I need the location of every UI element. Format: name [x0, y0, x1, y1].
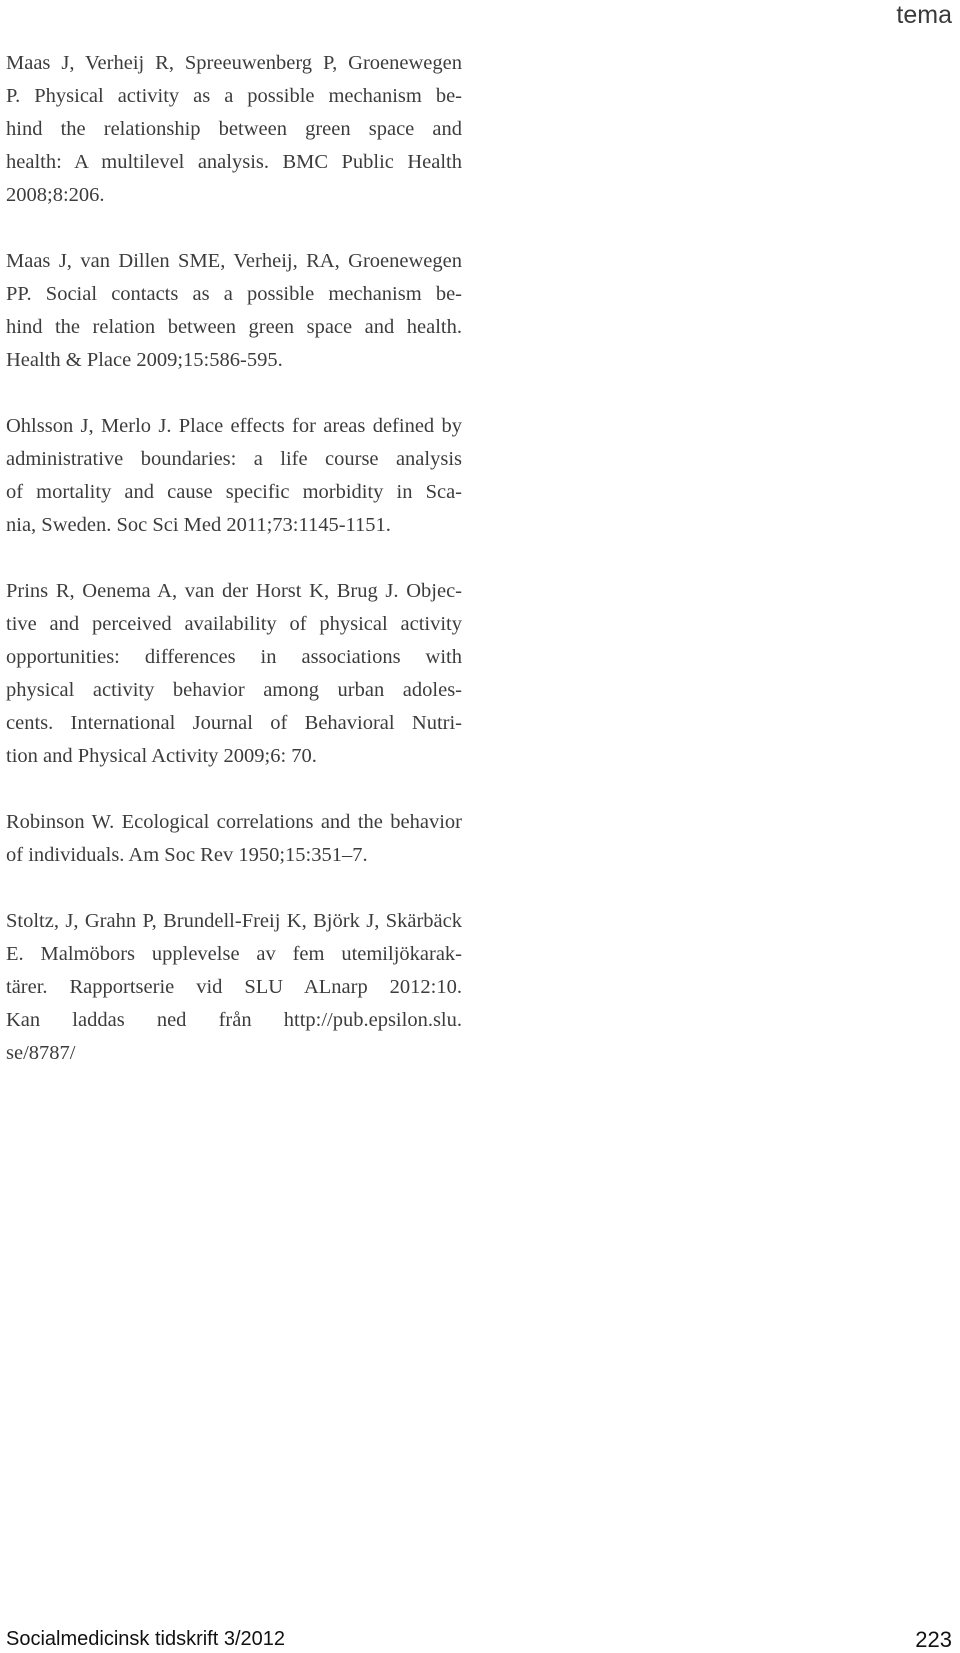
reference-line: physical activity behavior among urban adoles-	[6, 679, 462, 701]
reference-line: hind the relationship between green space and	[6, 118, 462, 140]
reference-item	[6, 806, 462, 872]
reference-line: PP. Social contacts as a possible mechanism be-	[6, 283, 462, 305]
reference-line: Maas J, van Dillen SME, Verheij, RA, Groenewegen	[6, 250, 462, 272]
reference-line: 2008;8:206.	[6, 184, 105, 206]
reference-line: of mortality and cause specific morbidity in Sca-	[6, 481, 462, 503]
reference-line: of individuals. Am Soc Rev 1950;15:351–7.	[6, 844, 368, 866]
reference-line: Ohlsson J, Merlo J. Place effects for areas defined by	[6, 415, 462, 437]
reference-line: hind the relation between green space and health.	[6, 316, 462, 338]
reference-line: P. Physical activity as a possible mechanism be-	[6, 85, 462, 107]
reference-line: se/8787/	[6, 1042, 76, 1064]
reference-line: Prins R, Oenema A, van der Horst K, Brug J. Objec-	[6, 580, 462, 602]
reference-line: nia, Sweden. Soc Sci Med 2011;73:1145-1151.	[6, 514, 391, 536]
section-label: tema	[896, 1, 952, 29]
reference-line: tive and perceived availability of physical activity	[6, 613, 462, 635]
reference-line: administrative boundaries: a life course analysis	[6, 448, 462, 470]
journal-footer: Socialmedicinsk tidskrift 3/2012	[6, 1628, 286, 1650]
reference-item	[6, 47, 462, 212]
reference-line: Kan laddas ned från http://pub.epsilon.slu.	[6, 1009, 462, 1031]
reference-item	[6, 245, 462, 377]
reference-line: Stoltz, J, Grahn P, Brundell-Freij K, Björk J, Skärbäck	[6, 910, 462, 932]
reference-line: opportunities: differences in associations with	[6, 646, 462, 668]
reference-line: tion and Physical Activity 2009;6: 70.	[6, 745, 317, 767]
reference-list	[6, 47, 462, 1103]
reference-line: Health & Place 2009;15:586-595.	[6, 349, 283, 371]
reference-item	[6, 410, 462, 542]
reference-line: tärer. Rapportserie vid SLU ALnarp 2012:10.	[6, 976, 462, 998]
reference-line: cents. International Journal of Behavioral Nutri-	[6, 712, 462, 734]
reference-item	[6, 905, 462, 1070]
reference-line: E. Malmöbors upplevelse av fem utemiljökarak-	[6, 943, 462, 965]
page-number: 223	[915, 1627, 952, 1652]
reference-item	[6, 575, 462, 773]
reference-line: Maas J, Verheij R, Spreeuwenberg P, Groenewegen	[6, 52, 462, 74]
reference-line: health: A multilevel analysis. BMC Public Health	[6, 151, 462, 173]
reference-line: Robinson W. Ecological correlations and the behavior	[6, 811, 462, 833]
